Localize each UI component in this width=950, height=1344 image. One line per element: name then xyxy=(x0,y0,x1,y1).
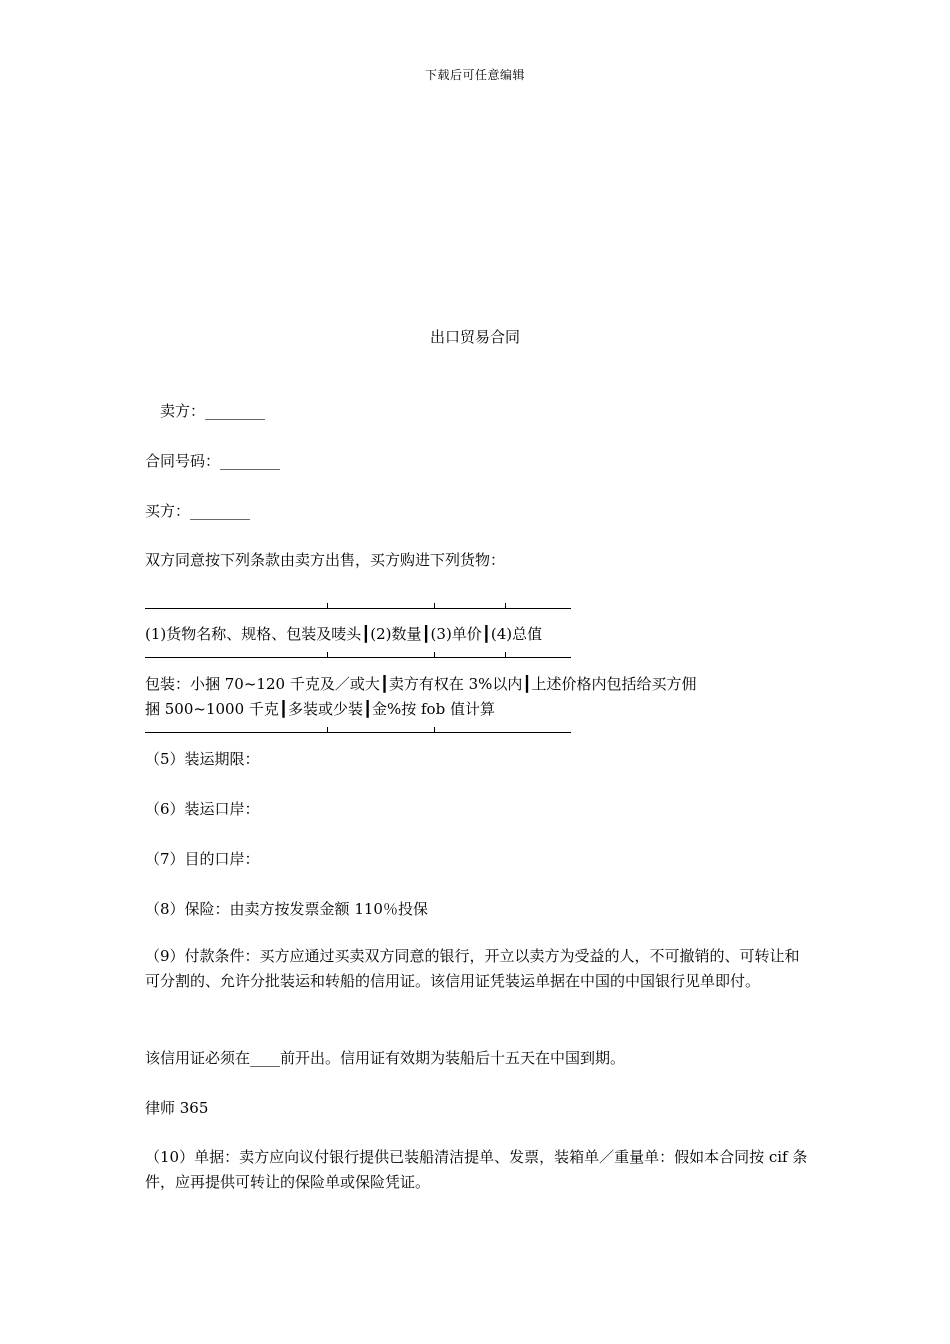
table-tick xyxy=(327,727,328,733)
header-note: 下载后可任意编辑 xyxy=(424,68,525,82)
payment-terms-paragraph: （9）付款条件：买方应通过买卖双方同意的银行，开立以卖方为受益的人，不可撤销的、可转让和可分割的、允许分批装运和转船的信用证。该信用证凭装运单据在中国的中国银行见单即付。 xyxy=(145,947,800,990)
buyer-line: 买方：________ xyxy=(145,502,251,520)
table-rule-mid xyxy=(145,657,571,658)
page-title: 出口贸易合同 xyxy=(429,328,520,346)
table-tick xyxy=(434,603,435,609)
table-header-row: (1)货物名称、规格、包装及唛头┃(2)数量┃(3)单价┃(4)总值 xyxy=(145,625,543,643)
table-tick xyxy=(505,652,506,658)
table-tick xyxy=(434,727,435,733)
lawyer-line: 律师 365 xyxy=(145,1099,209,1117)
table-rule-bottom xyxy=(145,732,571,733)
documents-paragraph: （10）单据：卖方应向议付银行提供已装船清洁提单、发票，装箱单／重量单：假如本合同按 cif 条件，应再提供可转让的保险单或保险凭证。 xyxy=(145,1148,808,1191)
table-tick xyxy=(327,603,328,609)
lc-validity-line: 该信用证必须在____前开出。信用证有效期为装船后十五天在中国到期。 xyxy=(145,1049,626,1067)
contract-number-line: 合同号码：________ xyxy=(145,452,281,470)
seller-line: 卖方：________ xyxy=(160,402,266,420)
shipment-period-line: （5）装运期限： xyxy=(145,750,260,768)
table-body-row: 包装：小捆 70~120 千克及／或大┃卖方有权在 3%以内┃上述价格内包括给买方佣 xyxy=(145,675,697,693)
table-body-row: 捆 500~1000 千克┃多装或少装┃金%按 fob 值计算 xyxy=(145,700,495,718)
destination-port-line: （7）目的口岸： xyxy=(145,850,260,868)
table-rule-top xyxy=(145,608,571,609)
table-tick xyxy=(505,603,506,609)
insurance-line: （8）保险：由卖方按发票金额 110％投保 xyxy=(145,900,428,918)
intro-text: 双方同意按下列条款由卖方出售，买方购进下列货物： xyxy=(145,551,506,569)
loading-port-line: （6）装运口岸： xyxy=(145,800,260,818)
table-tick xyxy=(327,652,328,658)
table-tick xyxy=(434,652,435,658)
